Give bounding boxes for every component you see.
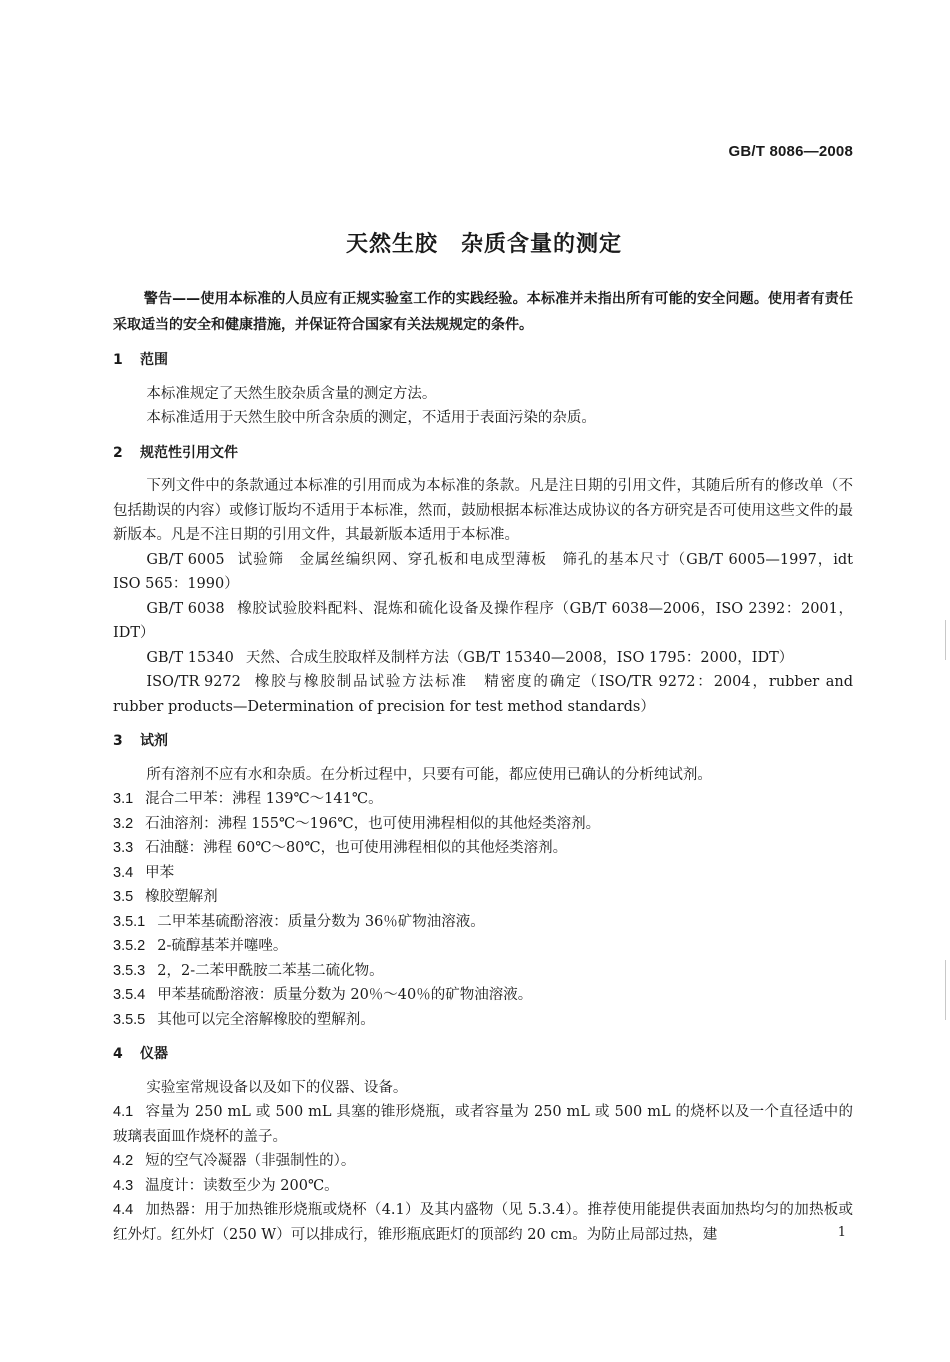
- page-number: 1: [837, 1225, 846, 1240]
- clause-number: 3.5.5: [113, 1011, 146, 1028]
- clause-text: 二甲苯基硫酚溶液：质量分数为 36％矿物油溶液。: [157, 913, 485, 930]
- clause-text: 甲苯基硫酚溶液：质量分数为 20％～40％的矿物油溶液。: [157, 987, 533, 1003]
- standard-number: GB/T 8086—2008: [728, 143, 853, 160]
- paragraph: 本标准适用于天然生胶中所含杂质的测定，不适用于表面污染的杂质。: [146, 410, 596, 426]
- clause-item: [113, 1174, 853, 1199]
- clause-number: 4.1: [113, 1104, 134, 1120]
- scan-edge-mark: [945, 960, 946, 1020]
- section-number: 4: [113, 1046, 123, 1062]
- clause-number: 4.3: [113, 1177, 134, 1194]
- clause-item: [113, 1100, 853, 1149]
- clause-number: 3.3: [113, 840, 134, 856]
- section-title: 范围: [140, 352, 168, 368]
- clause-item: [113, 934, 853, 959]
- warning-paragraph: 警告——使用本标准的人员应有正规实验室工作的实践经验。本标准并未指出所有可能的安全问题。使用者有责任采取适当的安全和健康措施，并保证符合国家有关法规规定的条件。: [113, 291, 853, 333]
- scan-edge-mark: [945, 620, 946, 660]
- clause-number: 3.5: [113, 889, 134, 905]
- reference-text: 橡胶与橡胶制品试验方法标准 精密度的确定（ISO/TR 9272：2004，rubber and rubber products—Determination of precision for test method standards）: [113, 674, 853, 715]
- reference-item: [113, 597, 853, 646]
- clause-item: [113, 885, 853, 910]
- clause-item: [113, 959, 853, 984]
- clause-item: [113, 836, 853, 861]
- reference-code: ISO/TR 9272: [146, 674, 241, 690]
- clause-text: 石油醚：沸程 60℃～80℃，也可使用沸程相似的其他烃类溶剂。: [145, 840, 568, 856]
- clause-text: 短的空气冷凝器（非强制性的）。: [145, 1153, 356, 1169]
- clause-number: 3.5.2: [113, 938, 146, 954]
- clause-item: [113, 787, 853, 812]
- reference-item: [113, 548, 853, 597]
- clause-number: 3.4: [113, 864, 134, 881]
- clause-text: 橡胶塑解剂: [145, 889, 218, 905]
- clause-number: 4.2: [113, 1153, 134, 1169]
- clause-number: 3.5.4: [113, 987, 146, 1003]
- section-2-heading: [113, 441, 853, 466]
- clause-number: 3.1: [113, 791, 134, 807]
- section-number: 2: [113, 444, 123, 461]
- clause-number: 3.2: [113, 815, 134, 832]
- clause-item: [113, 910, 853, 935]
- clause-text: 甲苯: [145, 864, 175, 881]
- clause-text: 其他可以完全溶解橡胶的塑解剂。: [157, 1011, 375, 1028]
- section-4-heading: [113, 1042, 853, 1067]
- clause-text: 石油溶剂：沸程 155℃～196℃，也可使用沸程相似的其他烃类溶剂。: [145, 815, 601, 832]
- section-1-heading: [113, 348, 853, 373]
- clause-item: [113, 812, 853, 837]
- clause-text: 加热器：用于加热锥形烧瓶或烧杯（4.1）及其内盛物（见 5.3.4）。推荐使用能提供表面加热均匀的加热板或红外灯。红外灯（250 W）可以排成行，锥形瓶底距灯的顶部约 20 cm。为防止局部过热，建: [113, 1202, 853, 1243]
- reference-text: 试验筛 金属丝编织网、穿孔板和电成型薄板 筛孔的基本尺寸（GB/T 6005—1997，idt ISO 565：1990）: [113, 551, 853, 592]
- clause-item: [113, 1198, 853, 1247]
- section-title: 规范性引用文件: [140, 444, 238, 461]
- paragraph: 下列文件中的条款通过本标准的引用而成为本标准的条款。凡是注日期的引用文件，其随后所有的修改单（不包括勘误的内容）或修订版均不适用于本标准，然而，鼓励根据本标准达成协议的各方研究是否可使用这些文件的最新版本。凡是不注日期的引用文件，其最新版本适用于本标准。: [113, 478, 853, 543]
- reference-text: 橡胶试验胶料配料、混炼和硫化设备及操作程序（GB/T 6038—2006，ISO 2392：2001，IDT）: [113, 600, 853, 641]
- section-title: 试剂: [140, 733, 168, 749]
- reference-item: [113, 646, 853, 671]
- clause-text: 2-硫醇基苯并噻唑。: [157, 938, 288, 954]
- clause-text: 容量为 250 mL 或 500 mL 具塞的锥形烧瓶，或者容量为 250 mL 或 500 mL 的烧杯以及一个直径适中的玻璃表面皿作烧杯的盖子。: [113, 1104, 853, 1145]
- clause-text: 温度计：读数至少为 200℃。: [145, 1177, 339, 1194]
- reference-code: GB/T 6005: [146, 551, 225, 568]
- document-title: 天然生胶 杂质含量的测定: [345, 232, 622, 257]
- paragraph: 所有溶剂不应有水和杂质。在分析过程中，只要有可能，都应使用已确认的分析纯试剂。: [146, 766, 712, 783]
- clause-number: 3.5.3: [113, 962, 146, 979]
- reference-code: GB/T 6038: [146, 600, 225, 617]
- clause-item: [113, 1008, 853, 1033]
- clause-number: 3.5.1: [113, 913, 146, 930]
- clause-item: [113, 1149, 853, 1174]
- clause-item: [113, 861, 853, 886]
- clause-item: [113, 983, 853, 1008]
- reference-text: 天然、合成生胶取样及制样方法（GB/T 15340—2008，ISO 1795：2000，IDT）: [245, 649, 794, 666]
- clause-text: 混合二甲苯：沸程 139℃～141℃。: [145, 791, 383, 807]
- reference-item: [113, 670, 853, 719]
- section-title: 仪器: [140, 1046, 168, 1062]
- section-number: 1: [113, 352, 123, 368]
- reference-code: GB/T 15340: [146, 649, 234, 666]
- clause-number: 4.4: [113, 1202, 134, 1218]
- section-3-heading: [113, 729, 853, 754]
- paragraph: 本标准规定了天然生胶杂质含量的测定方法。: [146, 385, 437, 402]
- section-number: 3: [113, 733, 123, 749]
- paragraph: 实验室常规设备以及如下的仪器、设备。: [146, 1079, 408, 1096]
- document-body: [113, 286, 853, 1247]
- clause-text: 2，2-二苯甲酰胺二苯基二硫化物。: [157, 962, 384, 979]
